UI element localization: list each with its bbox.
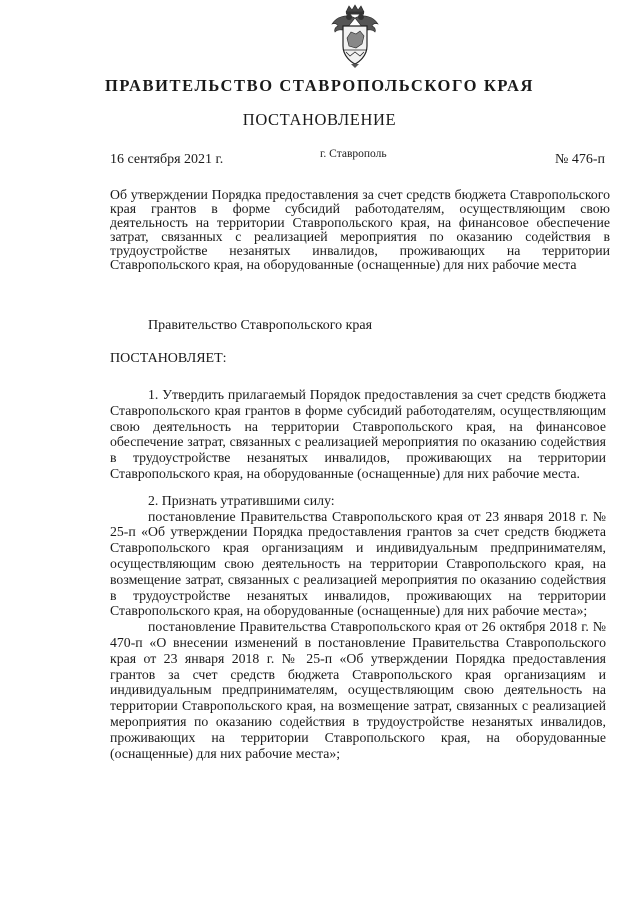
paragraph-item-1: 1. Утвердить прилагаемый Порядок предоставления за счет средств бюджета Ставропольского края грантов в форме субсидий работодателям, осуществляющим свою деятельность на территории Ставропольского края, на финансовое обеспечение затрат, связанных с реализацией мероприятия по оказанию содействия в трудоустройстве незанятых инвалидов, проживающих на территории Ставропольского края, на оборудованные (оснащенные) для них рабочие места. — [110, 387, 606, 481]
decree-word: ПОСТАНОВЛЯЕТ: — [110, 351, 227, 366]
paragraph-item-2: 2. Признать утратившими силу: — [148, 492, 335, 508]
document-number: № 476-п — [554, 152, 605, 167]
document-date: 16 сентября 2021 г. — [110, 152, 224, 167]
document-subject: Об утверждении Порядка предоставления за счет средств бюджета Ставропольского края грантов в форме субсидий работодателям, осуществляющим свою деятельность на территории Ставропольского края, на финансовое обеспечение затрат, связанных с реализацией мероприятия по оказанию содействия в трудоустройстве незанятых инвалидов, проживающих на территории Ставропольского края, на оборудованные (оснащенные) для них рабочие места — [110, 187, 610, 272]
document-city: г. Ставрополь — [320, 148, 387, 160]
document-type: ПОСТАНОВЛЕНИЕ — [242, 110, 397, 129]
government-title: ПРАВИТЕЛЬСТВО СТАВРОПОЛЬСКОГО КРАЯ — [104, 76, 535, 95]
paragraph-repeal-2: постановление Правительства Ставропольского края от 26 октября 2018 г. № 470-п «О внесении изменений в постановление Правительства Ставропольского края от 23 января 2018 г. № 25-п «Об утверждении Порядка предоставления грантов за счет средств бюджета Ставропольского края организациям и индивидуальным предпринимателям, осуществляющим свою деятельность на территории Ставропольского края, на возмещение затрат, связанных с реализацией мероприятия по оказанию содействия в трудоустройстве незанятых инвалидов, проживающих на территории Ставропольского края, на оборудованные (оснащенные) для них рабочие места»; — [110, 619, 606, 761]
government-line: Правительство Ставропольского края — [148, 318, 373, 333]
document-body — [110, 387, 606, 761]
coat-of-arms-icon — [329, 4, 381, 68]
paragraph-repeal-1: постановление Правительства Ставропольского края от 23 января 2018 г. № 25-п «Об утверждении Порядка предоставления грантов за счет средств бюджета Ставропольского края организациям и индивидуальным предпринимателям, осуществляющим свою деятельность на территории Ставропольского края, на возмещение затрат, связанных с реализацией мероприятия по оказанию содействия в трудоустройстве незанятых инвалидов, проживающих на территории Ставропольского края, на оборудованные (оснащенные) для них рабочие места»; — [110, 508, 606, 619]
